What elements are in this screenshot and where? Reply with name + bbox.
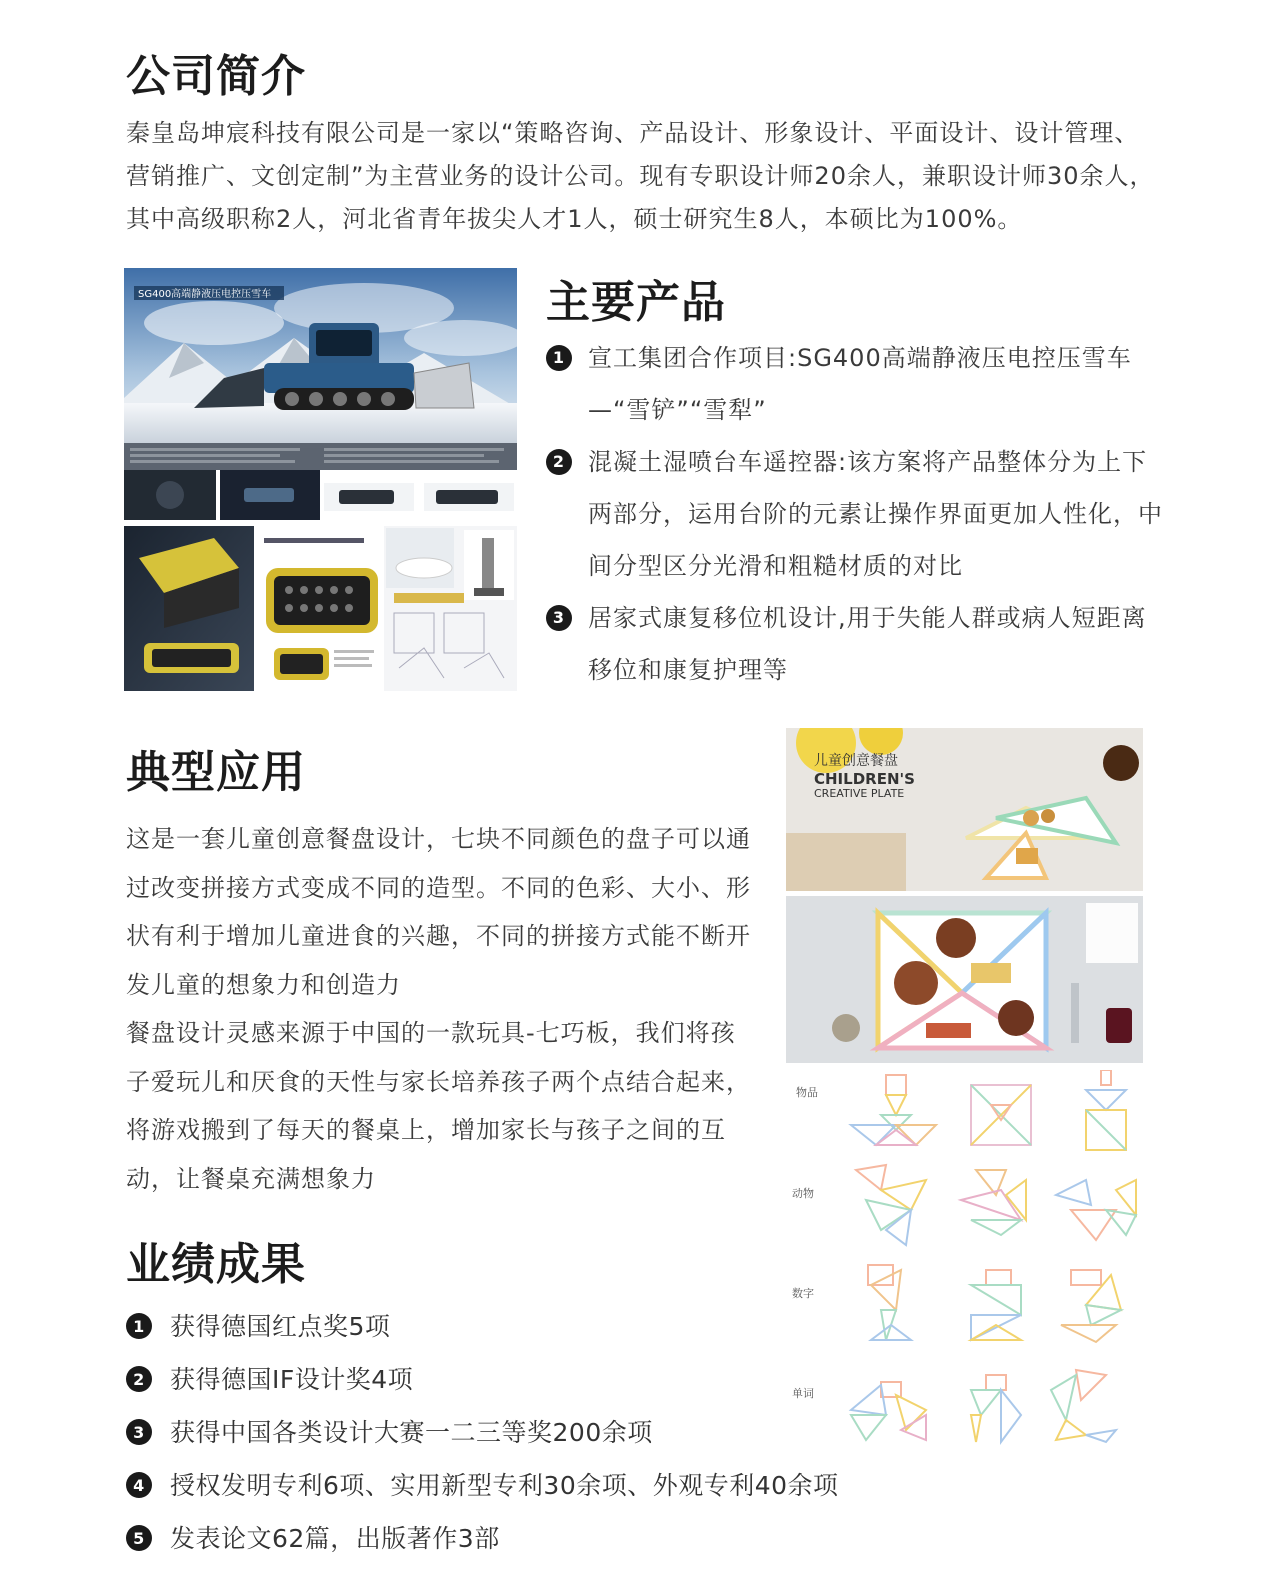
number-badge-3: 3 <box>546 605 572 631</box>
achievements-item <box>126 1406 839 1459</box>
tangram-figure <box>971 1085 1031 1145</box>
tangram-row-label: 动物 <box>792 1187 814 1200</box>
products-item <box>546 436 1166 592</box>
achievements-item-text: 发表论文62篇，出版著作3部 <box>170 1524 500 1553</box>
tangram-figure <box>868 1265 911 1340</box>
products-item-text: 混凝土湿喷台车遥控器:该方案将产品整体分为上下两部分，运用台阶的元素让操作界面更加人性化，中间分型区分光滑和粗糙材质的对比 <box>588 448 1163 580</box>
tangram-grid <box>786 1070 1146 1445</box>
number-badge-2: 2 <box>126 1366 152 1392</box>
achievements-title: 业绩成果 <box>126 1239 306 1290</box>
products-item-text: 居家式康复移位机设计,用于失能人群或病人短距离移位和康复护理等 <box>588 604 1147 684</box>
tangram-figure <box>851 1075 936 1145</box>
tangram-figure <box>851 1382 926 1440</box>
products-item-text: 宣工集团合作项目:SG400高端静液压电控压雪车—“雪铲”“雪犁” <box>588 344 1132 424</box>
number-badge-2: 2 <box>546 449 572 475</box>
achievements-item-text: 获得德国IF设计奖4项 <box>170 1365 414 1394</box>
tangram-row-label: 单词 <box>792 1387 814 1400</box>
plate-image <box>786 728 1143 1063</box>
achievements-item-text: 获得中国各类设计大赛一二三等奖200余项 <box>170 1418 653 1447</box>
tangram-figure <box>856 1165 926 1245</box>
number-badge-4: 4 <box>126 1472 152 1498</box>
achievements-item-text: 获得德国红点奖5项 <box>170 1312 391 1341</box>
number-badge-3: 3 <box>126 1419 152 1445</box>
tangram-figure <box>1056 1180 1136 1240</box>
snowcat-label: SG400高端静液压电控压雪车 <box>138 289 272 300</box>
tangram-figure <box>971 1270 1021 1340</box>
tangram-figure <box>1086 1070 1126 1150</box>
plate-title-en1: CHILDREN'S <box>814 770 915 788</box>
intro-title: 公司简介 <box>126 51 306 102</box>
tangram-figures <box>786 1070 1146 1445</box>
tangram-row-label: 物品 <box>796 1086 818 1099</box>
achievements-item <box>126 1300 839 1353</box>
products-item <box>546 332 1166 436</box>
plate-title-cn: 儿童创意餐盘 <box>814 753 898 769</box>
typical-text <box>126 815 756 1203</box>
number-badge-1: 1 <box>546 345 572 371</box>
products-item <box>546 592 1166 696</box>
products-list <box>546 332 1166 696</box>
tangram-figure <box>961 1170 1026 1235</box>
achievements-item <box>126 1353 839 1406</box>
products-image-collage <box>124 268 517 691</box>
tangram-row-label: 数字 <box>792 1287 814 1300</box>
typical-title: 典型应用 <box>126 747 306 798</box>
typical-paragraph-1: 这是一套儿童创意餐盘设计，七块不同颜色的盘子可以通过改变拼接方式变成不同的造型。不同的色彩、大小、形状有利于增加儿童进食的兴趣，不同的拼接方式能不断开发儿童的想象力和创造力 <box>126 825 751 999</box>
snowcat-collage <box>124 268 517 691</box>
number-badge-1: 1 <box>126 1313 152 1339</box>
achievements-item <box>126 1512 839 1565</box>
number-badge-5: 5 <box>126 1525 152 1551</box>
achievements-list <box>126 1300 839 1565</box>
tangram-figure <box>1061 1270 1121 1342</box>
tangram-figure <box>1051 1370 1116 1442</box>
intro-text: 秦皇岛坤宸科技有限公司是一家以“策略咨询、产品设计、形象设计、平面设计、设计管理、营销推广、文创定制”为主营业务的设计公司。现有专职设计师20余人，兼职设计师30余人，其中高级职称2人，河北省青年拔尖人才1人，硕士研究生8人，本硕比为100%。 <box>126 119 1155 233</box>
achievements-item-text: 授权发明专利6项、实用新型专利30余项、外观专利40余项 <box>170 1471 839 1500</box>
typical-paragraph-2: 餐盘设计灵感来源于中国的一款玩具-七巧板，我们将孩子爱玩儿和厌食的天性与家长培养孩子两个点结合起来，将游戏搬到了每天的餐桌上，增加家长与孩子之间的互动，让餐桌充满想象力 <box>126 1019 751 1193</box>
achievements-item <box>126 1459 839 1512</box>
products-title: 主要产品 <box>546 277 726 328</box>
plate-title-en2: CREATIVE PLATE <box>814 787 905 800</box>
tangram-figure <box>971 1375 1021 1442</box>
